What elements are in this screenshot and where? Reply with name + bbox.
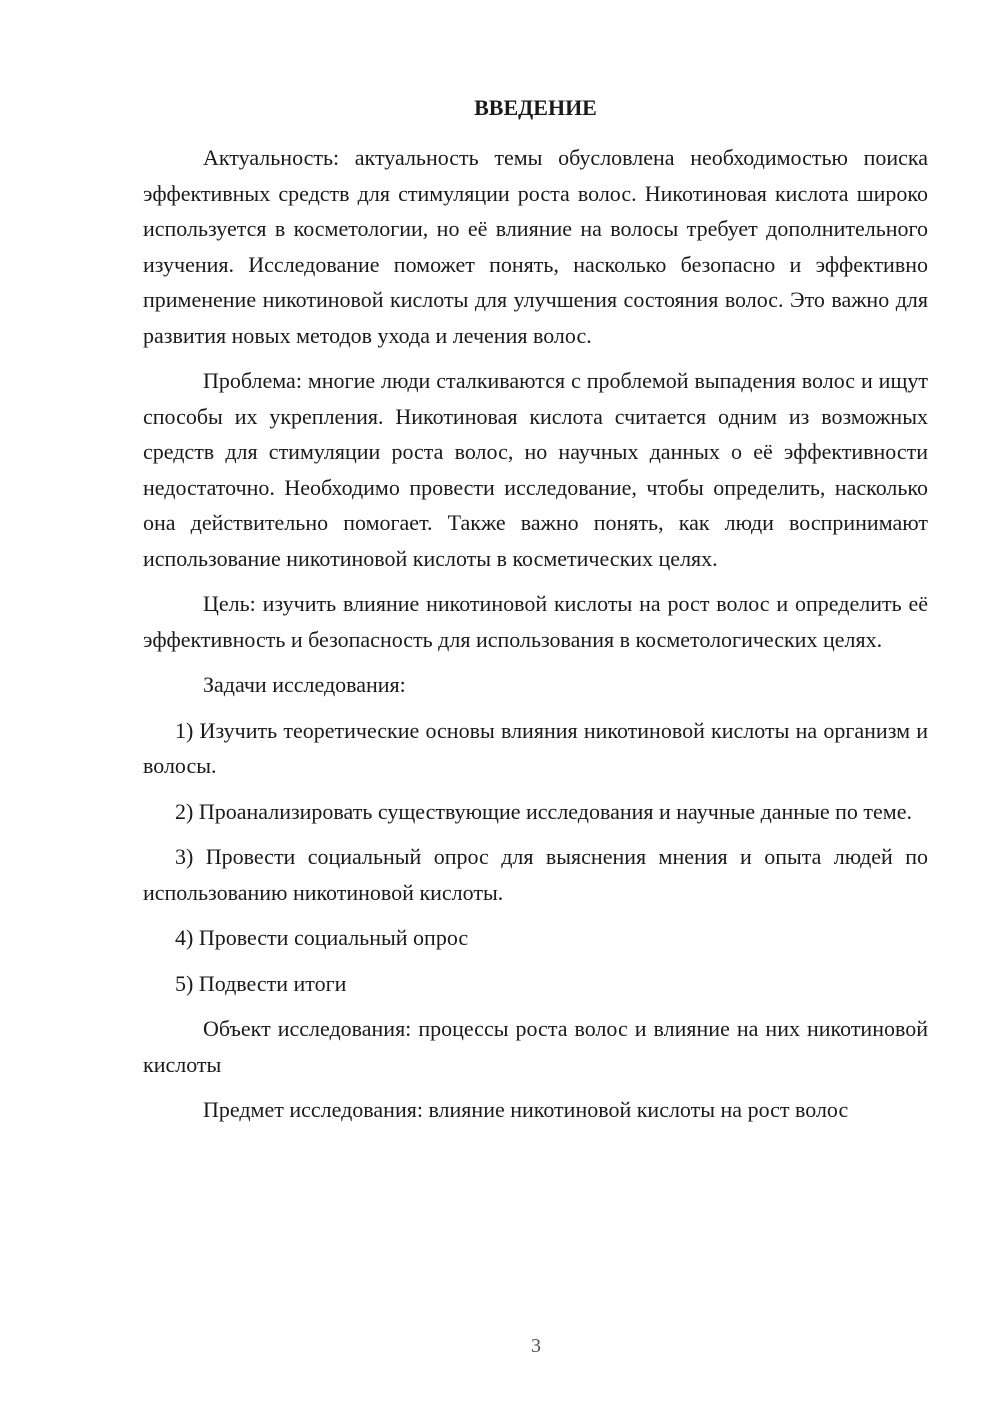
paragraph-subject: Предмет исследования: влияние никотиновой кислоты на рост волос [203, 1097, 849, 1122]
tasks-heading: Задачи исследования: [203, 672, 406, 697]
paragraph-object: Объект исследования: процессы роста волос и влияние на них никотиновой кислоты [143, 1016, 928, 1077]
task-item-3: 3) Провести социальный опрос для выяснения мнения и опыта людей по использованию никотиновой кислоты. [143, 844, 928, 905]
document-page [143, 92, 928, 1128]
paragraph-goal: Цель: изучить влияние никотиновой кислоты на рост волос и определить её эффективность и безопасность для использования в косметологических целях. [143, 591, 928, 652]
task-item-5: 5) Подвести итоги [175, 970, 347, 996]
task-item-2: 2) Проанализировать существующие исследования и научные данные по теме. [175, 798, 912, 824]
page-number: 3 [531, 1335, 541, 1357]
paragraph-problem: Проблема: многие люди сталкиваются с проблемой выпадения волос и ищут способы их укрепления. Никотиновая кислота считается одним из возможных средств для стимуляции роста волос, но научных данных о её эффективности недостаточно. Необходимо провести исследование, чтобы определить, насколько она действительно помогает. Также важно понять, как люди воспринимают использование никотиновой кислоты в косметических целях. [143, 368, 928, 571]
task-item-1: 1) Изучить теоретические основы влияния никотиновой кислоты на организм и волосы. [143, 717, 928, 778]
task-item-4: 4) Провести социальный опрос [175, 925, 469, 950]
paragraph-relevance: Актуальность: актуальность темы обусловлена необходимостью поиска эффективных средств для стимуляции роста волос. Никотиновая кислота широко используется в косметологии, но её влияние на волосы требует дополнительного изучения. Исследование поможет понять, насколько безопасно и эффективно применение никотиновой кислоты для улучшения состояния волос. Это важно для развития новых методов ухода и лечения волос. [143, 145, 928, 348]
section-heading: ВВЕДЕНИЕ [474, 95, 597, 120]
